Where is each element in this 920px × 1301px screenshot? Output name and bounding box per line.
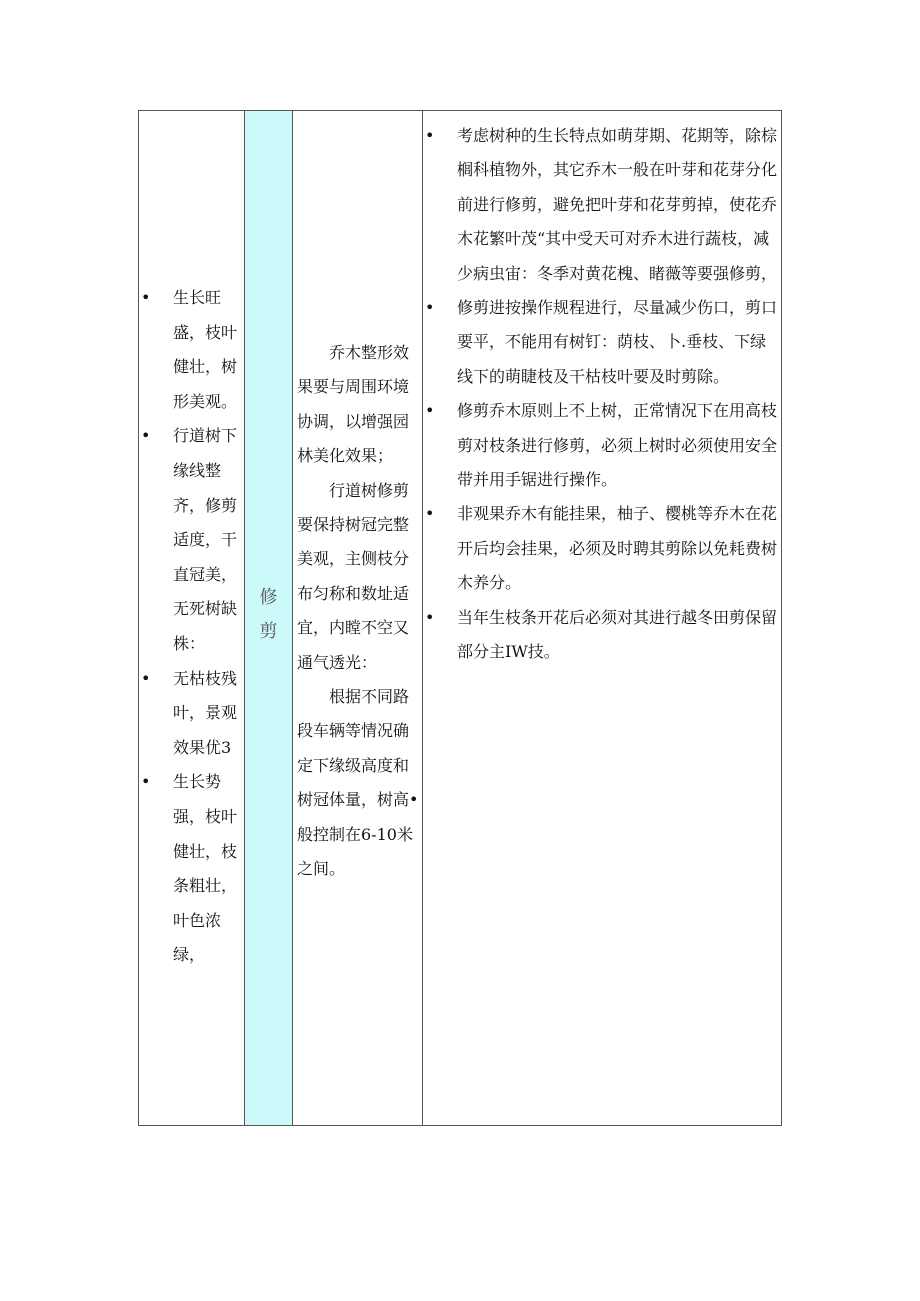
requirements-list bbox=[297, 336, 421, 887]
requirement-1: 乔木整形效果要与周围环境协调，以增强园林美化效果； bbox=[297, 343, 410, 466]
standard-item-1 bbox=[139, 281, 245, 419]
bullet-mark: • bbox=[425, 504, 435, 524]
technique-text-1: 考虑树种的生长特点如萌芽期、花期等，除棕榈科植物外，其它乔木一般在叶芽和花芽分化前进行修剪，避免把叶芽和花芽剪掉，使花乔木花繁叶茂“其中受天可对乔木进行蔬枝，减少病虫宙：冬季对黄花槐、睹薇等要强修剪， bbox=[457, 126, 778, 283]
technique-item-2 bbox=[423, 291, 781, 394]
standard-text-2: 行道树下缘线整齐，修剪适度，干直冠美，无死树缺株： bbox=[173, 426, 238, 653]
technique-item-1 bbox=[423, 119, 781, 291]
technique-text-3: 修剪乔木原则上不上树，正常情况下在用高枝剪对枝条进行修剪，必须上树时必须使用安全带并用手锯进行操作。 bbox=[457, 401, 778, 490]
technique-item-3 bbox=[423, 394, 781, 497]
requirement-3: 根据不同路段车辆等情况确定下缘级高度和树冠体量，树高•般控制在6-10米之间。 bbox=[297, 687, 419, 879]
bullet-mark: • bbox=[141, 772, 151, 792]
bullet-mark: • bbox=[141, 668, 151, 688]
standards-list bbox=[139, 281, 245, 973]
techniques-column bbox=[423, 111, 781, 1125]
requirements-column bbox=[293, 111, 423, 1125]
technique-text-5: 当年生枝条开花后必须对其进行越冬田剪保留部分主IW技。 bbox=[457, 607, 778, 662]
standard-item-4 bbox=[139, 765, 245, 973]
technique-text-2: 修剪进按操作规程进行，尽量减少伤口，剪口要平，不能用有树钉：荫枝、卜.垂枝、下绿线下的萌睫枝及干枯枝叶要及时剪除。 bbox=[457, 298, 778, 386]
category-char-2: 剪 bbox=[259, 621, 278, 642]
requirement-2: 行道树修剪要保持树冠完整美观，主侧枝分布匀称和数址适宜，内瞠不空又通气透光： bbox=[297, 480, 410, 672]
standard-text-4: 生长势强，枝叶健壮，枝条粗壮，叶色浓绿， bbox=[173, 772, 238, 965]
pruning-standards-table bbox=[138, 110, 782, 1126]
bullet-mark: • bbox=[425, 607, 435, 627]
bullet-mark: • bbox=[141, 288, 151, 307]
standard-text-3: 无枯枝残叶，景观效果优3 bbox=[173, 668, 238, 757]
techniques-list bbox=[423, 119, 781, 670]
category-char-1: 修 bbox=[259, 587, 278, 608]
category-column bbox=[245, 111, 293, 1125]
standard-item-2 bbox=[139, 419, 245, 661]
bullet-mark: • bbox=[425, 401, 435, 421]
technique-item-5 bbox=[423, 601, 781, 670]
standards-column bbox=[139, 111, 245, 1125]
bullet-mark: • bbox=[425, 298, 435, 318]
standard-text-1: 生长旺盛，枝叶健壮，树形美观。 bbox=[173, 288, 238, 411]
technique-item-4 bbox=[423, 497, 781, 600]
category-label bbox=[245, 581, 292, 649]
technique-text-4: 非观果乔木有能挂果，柚子、樱桃等乔木在花开后均会挂果，必须及时聘其剪除以免耗费树木养分。 bbox=[457, 504, 778, 593]
standard-item-3 bbox=[139, 662, 245, 766]
bullet-mark: • bbox=[141, 426, 151, 446]
bullet-mark: • bbox=[425, 126, 435, 145]
